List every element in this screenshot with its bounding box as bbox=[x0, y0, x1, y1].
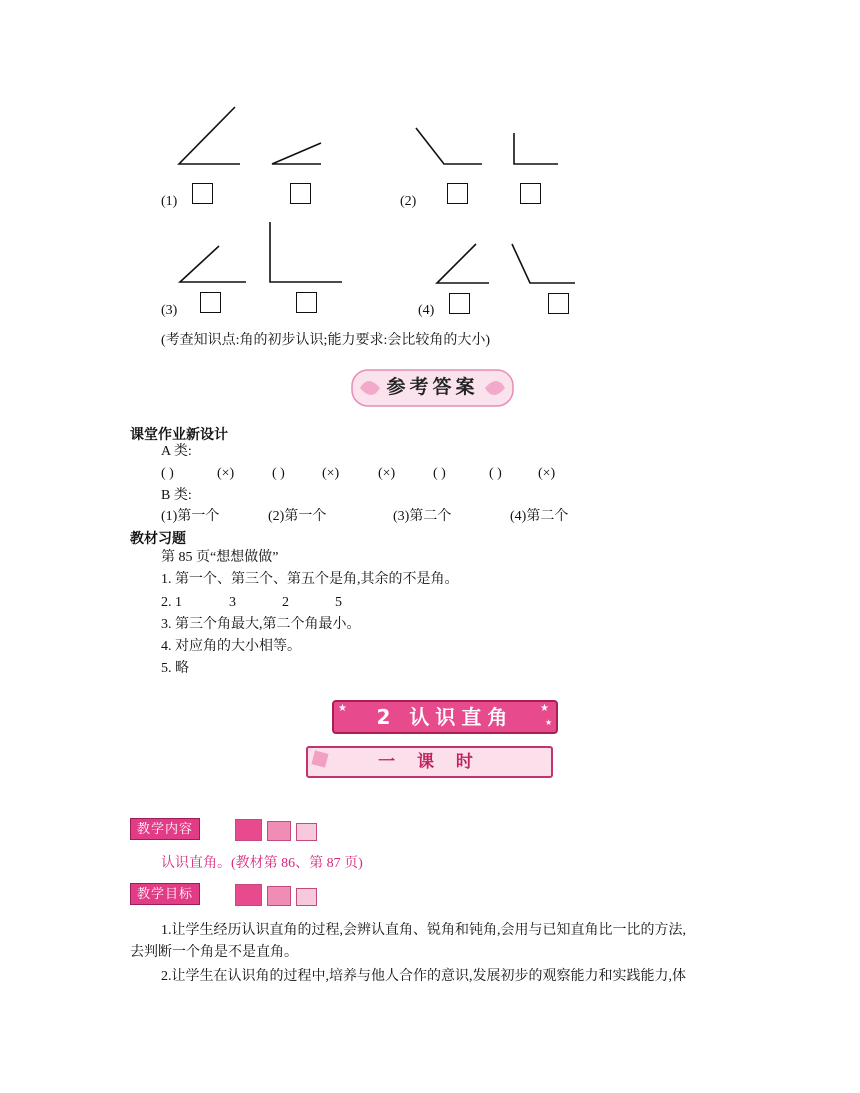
goal-1-line-1: 1.让学生经历认识直角的过程,会辨认直角、锐角和钝角,会用与已知直角比一比的方法, bbox=[161, 923, 686, 938]
decor-square bbox=[235, 819, 262, 841]
decor-square bbox=[296, 888, 317, 906]
lesson-title-banner bbox=[332, 700, 558, 734]
lesson-period: 一 课 时 bbox=[378, 752, 481, 772]
a-answer: (×) bbox=[217, 466, 235, 481]
a-answer: (×) bbox=[378, 466, 396, 481]
angle-1a bbox=[179, 107, 240, 164]
answer-box[interactable] bbox=[296, 292, 317, 313]
exercise-label-1: (1) bbox=[161, 194, 178, 209]
exercise-note: (考查知识点:角的初步认识;能力要求:会比较角的大小) bbox=[161, 333, 490, 348]
decor-square bbox=[267, 821, 291, 841]
textbook-title: 教材习题 bbox=[130, 531, 186, 547]
b-answer: (3)第二个 bbox=[393, 509, 452, 524]
answer-box[interactable] bbox=[520, 183, 541, 204]
textbook-item-2-value: 5 bbox=[335, 595, 342, 610]
textbook-item-2-value: 3 bbox=[229, 595, 236, 610]
goal-2-line-1: 2.让学生在认识角的过程中,培养与他人合作的意识,发展初步的观察能力和实践能力,体 bbox=[161, 969, 686, 984]
a-answer: ( ) bbox=[433, 466, 446, 481]
answer-banner-title: 参考答案 bbox=[386, 376, 479, 398]
a-answer: ( ) bbox=[489, 466, 502, 481]
answer-box[interactable] bbox=[548, 293, 569, 314]
a-answer: ( ) bbox=[272, 466, 285, 481]
textbook-item-2: 2. 1 bbox=[161, 595, 182, 610]
goals-tag: 教学目标 bbox=[130, 883, 200, 905]
textbook-page-ref: 第 85 页“想想做做” bbox=[161, 550, 279, 565]
angle-1b bbox=[272, 143, 321, 164]
angle-3b bbox=[270, 222, 342, 282]
b-answer: (1)第一个 bbox=[161, 509, 220, 524]
content-tag: 教学内容 bbox=[130, 818, 200, 840]
decor-square bbox=[235, 884, 262, 906]
a-label: A 类: bbox=[161, 444, 192, 459]
answer-box[interactable] bbox=[449, 293, 470, 314]
answer-box[interactable] bbox=[447, 183, 468, 204]
star-icon: ★ bbox=[338, 703, 347, 714]
b-answer: (4)第二个 bbox=[510, 509, 569, 524]
star-icon: ★ bbox=[540, 703, 549, 714]
textbook-item-1: 1. 第一个、第三个、第五个是角,其余的不是角。 bbox=[161, 572, 459, 587]
answer-box[interactable] bbox=[290, 183, 311, 204]
a-answer: ( ) bbox=[161, 466, 174, 481]
decor-square bbox=[267, 886, 291, 906]
decor-square bbox=[296, 823, 317, 841]
answer-box[interactable] bbox=[200, 292, 221, 313]
textbook-item-4: 4. 对应角的大小相等。 bbox=[161, 639, 301, 654]
b-label: B 类: bbox=[161, 488, 192, 503]
content-text: 认识直角。(教材第 86、第 87 页) bbox=[161, 856, 363, 871]
a-answer: (×) bbox=[322, 466, 340, 481]
textbook-item-2-value: 2 bbox=[282, 595, 289, 610]
a-answer: (×) bbox=[538, 466, 556, 481]
exercise-label-4: (4) bbox=[418, 303, 435, 318]
lesson-period-banner bbox=[306, 746, 553, 778]
star-icon: ★ bbox=[545, 718, 553, 727]
textbook-item-5: 5. 略 bbox=[161, 661, 189, 676]
angle-4a bbox=[437, 244, 489, 283]
b-answer: (2)第一个 bbox=[268, 509, 327, 524]
angle-2a bbox=[416, 128, 482, 164]
textbook-item-3: 3. 第三个角最大,第二个角最小。 bbox=[161, 617, 361, 632]
exercise-label-3: (3) bbox=[161, 303, 178, 318]
goal-1-line-2: 去判断一个角是不是直角。 bbox=[130, 945, 298, 960]
answer-box[interactable] bbox=[192, 183, 213, 204]
exercise-label-2: (2) bbox=[400, 194, 417, 209]
lesson-title: 2 认识直角 bbox=[376, 705, 514, 729]
angle-2b bbox=[514, 133, 558, 164]
angle-3a bbox=[180, 246, 246, 282]
angle-4b bbox=[512, 244, 575, 283]
angle-figures bbox=[0, 0, 860, 330]
classwork-title: 课堂作业新设计 bbox=[130, 427, 228, 443]
